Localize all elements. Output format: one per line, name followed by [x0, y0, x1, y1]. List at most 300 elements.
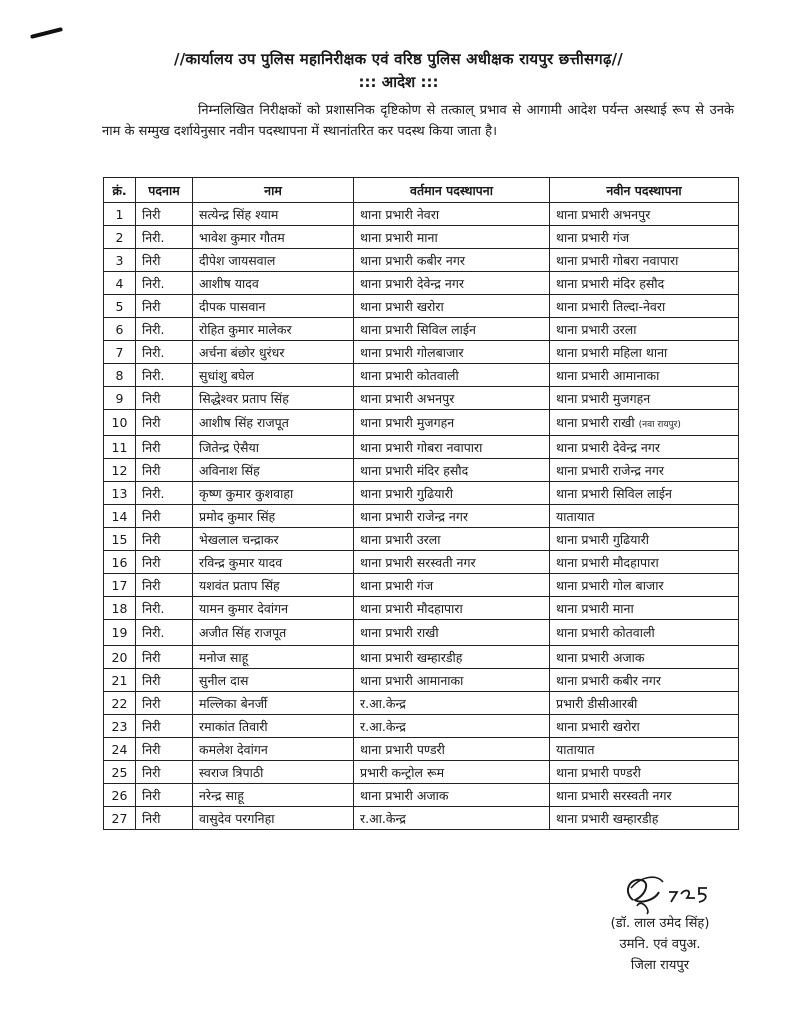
cell-rank-text: निरी [142, 718, 161, 734]
cell-number [104, 551, 136, 574]
pen-mark [30, 27, 63, 39]
cell-current-posting-text: थाना प्रभारी खरोरा [360, 298, 444, 314]
cell-number [104, 318, 136, 341]
cell-name-text: अजीत सिंह राजपूत [199, 625, 287, 640]
cell-new-posting [550, 761, 739, 784]
cell-new-posting-text: थाना प्रभारी खरोरा [556, 718, 640, 734]
cell-new-posting-text: थाना प्रभारी राखी [556, 415, 635, 430]
cell-rank [136, 482, 193, 505]
cell-new-posting-text: थाना प्रभारी मौदहापारा [556, 554, 659, 570]
table-row [104, 341, 739, 364]
cell-name-text: कृष्ण कुमार कुशवाहा [199, 485, 294, 501]
cell-current-posting-text: थाना प्रभारी कोतवाली [360, 367, 459, 383]
signatory-district: जिला रायपुर [630, 958, 690, 973]
cell-name-text: जितेन्द्र ऐसैया [199, 439, 259, 455]
cell-new-posting [550, 364, 739, 387]
cell-name [193, 784, 354, 807]
cell-number-text: 9 [115, 390, 124, 406]
cell-new-posting [550, 692, 739, 715]
cell-new-posting-text: थाना प्रभारी कबीर नगर [556, 672, 661, 688]
cell-new-posting [550, 715, 739, 738]
cell-current-posting [354, 551, 550, 574]
cell-number [104, 620, 136, 646]
cell-rank-text: निरी [142, 741, 161, 757]
cell-number-text: 25 [111, 764, 128, 780]
cell-current-posting [354, 249, 550, 272]
col-header-name: नाम [193, 178, 354, 203]
cell-rank [136, 597, 193, 620]
cell-rank-text: निरी. [142, 485, 165, 501]
cell-name-text: दीपक पासवान [199, 298, 266, 314]
cell-rank-text: निरी. [142, 600, 165, 616]
cell-number-text: 24 [111, 741, 128, 757]
cell-current-posting [354, 669, 550, 692]
cell-rank [136, 387, 193, 410]
cell-number [104, 784, 136, 807]
cell-current-posting [354, 295, 550, 318]
cell-number [104, 203, 136, 226]
order-intro [102, 100, 734, 142]
cell-new-posting [550, 807, 739, 830]
cell-current-posting [354, 597, 550, 620]
cell-new-posting-text: थाना प्रभारी अजाक [556, 649, 645, 665]
cell-name [193, 574, 354, 597]
table-row [104, 761, 739, 784]
col-header-rank: पदनाम [136, 178, 193, 203]
cell-rank-text: निरी. [142, 321, 165, 337]
cell-name [193, 341, 354, 364]
cell-number [104, 364, 136, 387]
cell-number [104, 597, 136, 620]
table-row [104, 436, 739, 459]
cell-number [104, 505, 136, 528]
cell-new-posting-text: यातायात [556, 508, 595, 524]
intro-text: निम्नलिखित निरीक्षकों को प्रशासनिक दृष्टिकोण से तत्काल् प्रभाव से आगामी आदेश पर्यन्त अस्थाई रूप से उनके नाम के सम्मुख दर्शायेनुसार नवीन पदस्थापना में स्थानांतरित कर पदस्थ किया जाता है। [102, 103, 734, 139]
cell-rank-text: निरी [142, 787, 161, 803]
cell-number-text: 17 [111, 577, 128, 593]
cell-current-posting [354, 410, 550, 436]
cell-new-posting-text: थाना प्रभारी कोतवाली [556, 625, 655, 640]
cell-current-posting [354, 341, 550, 364]
cell-name [193, 807, 354, 830]
cell-current-posting-text: थाना प्रभारी सरस्वती नगर [360, 554, 476, 570]
table-row [104, 482, 739, 505]
cell-number [104, 715, 136, 738]
cell-current-posting-text: थाना प्रभारी राखी [360, 625, 439, 640]
cell-name [193, 203, 354, 226]
cell-number-text: 27 [111, 810, 128, 826]
cell-current-posting [354, 784, 550, 807]
cell-number-text: 23 [111, 718, 128, 734]
cell-new-posting-text: थाना प्रभारी तिल्दा-नेवरा [556, 298, 666, 314]
cell-current-posting-text: थाना प्रभारी उरला [360, 531, 441, 547]
cell-name-text: रोहित कुमार मालेकर [199, 321, 292, 337]
table-row [104, 784, 739, 807]
cell-current-posting [354, 272, 550, 295]
cell-number-text: 6 [115, 321, 124, 337]
cell-number [104, 341, 136, 364]
cell-rank [136, 295, 193, 318]
cell-number-text: 3 [115, 252, 124, 268]
cell-rank [136, 738, 193, 761]
cell-rank [136, 761, 193, 784]
cell-number [104, 249, 136, 272]
cell-current-posting [354, 318, 550, 341]
cell-rank [136, 226, 193, 249]
cell-rank [136, 692, 193, 715]
cell-new-posting-text: थाना प्रभारी गुढियारी [556, 531, 649, 547]
cell-name [193, 410, 354, 436]
cell-number-text: 7 [115, 344, 124, 360]
cell-current-posting [354, 505, 550, 528]
cell-number [104, 574, 136, 597]
cell-name-text: यशवंत प्रताप सिंह [199, 577, 280, 593]
cell-current-posting-text: थाना प्रभारी गोलबाजार [360, 344, 464, 360]
cell-name [193, 482, 354, 505]
cell-current-posting [354, 436, 550, 459]
cell-number [104, 669, 136, 692]
cell-rank-text: निरी [142, 415, 161, 430]
cell-new-posting-text: थाना प्रभारी माना [556, 600, 634, 616]
cell-current-posting [354, 620, 550, 646]
cell-new-posting [550, 574, 739, 597]
cell-new-posting-text: थाना प्रभारी मुजगहन [556, 390, 651, 406]
cell-current-posting [354, 692, 550, 715]
cell-rank [136, 715, 193, 738]
cell-current-posting [354, 364, 550, 387]
table-row [104, 528, 739, 551]
cell-current-posting-text: थाना प्रभारी माना [360, 229, 438, 245]
cell-rank [136, 646, 193, 669]
transfer-table [103, 177, 739, 830]
cell-name-text: सुधांशु बघेल [199, 367, 254, 383]
cell-rank [136, 669, 193, 692]
cell-number-text: 8 [115, 367, 124, 383]
cell-rank-text: निरी [142, 577, 161, 593]
cell-rank [136, 436, 193, 459]
cell-number-text: 16 [111, 554, 128, 570]
cell-new-posting-text: थाना प्रभारी राजेन्द्र नगर [556, 462, 665, 478]
cell-name-text: रविन्द्र कुमार यादव [199, 554, 283, 570]
cell-name-text: यामन कुमार देवांगन [199, 600, 289, 616]
cell-number-text: 1 [115, 206, 124, 222]
cell-current-posting-text: प्रभारी कन्ट्रोल रूम [360, 764, 445, 780]
cell-number-text: 4 [115, 275, 124, 291]
col-header-current-posting: वर्तमान पदस्थापना [354, 178, 550, 203]
cell-new-posting-text: थाना प्रभारी आमानाका [556, 367, 660, 383]
cell-name-text: अविनाश सिंह [199, 462, 260, 478]
cell-name [193, 692, 354, 715]
table-row [104, 738, 739, 761]
cell-number-text: 21 [111, 672, 128, 688]
cell-name-text: मनोज साहू [199, 649, 249, 665]
cell-rank [136, 459, 193, 482]
cell-rank [136, 528, 193, 551]
cell-new-posting [550, 203, 739, 226]
cell-rank-text: निरी. [142, 344, 165, 360]
cell-current-posting [354, 715, 550, 738]
cell-current-posting [354, 387, 550, 410]
cell-name-text: भेखलाल चन्द्राकर [199, 531, 279, 547]
cell-rank-text: निरी [142, 695, 161, 711]
cell-rank [136, 574, 193, 597]
cell-new-posting [550, 669, 739, 692]
cell-current-posting-text: थाना प्रभारी राजेन्द्र नगर [360, 508, 469, 524]
cell-number [104, 528, 136, 551]
cell-name-text: स्वराज त्रिपाठी [199, 764, 264, 780]
cell-number-text: 18 [111, 600, 128, 616]
cell-new-posting-text: थाना प्रभारी महिला थाना [556, 344, 668, 360]
cell-current-posting [354, 807, 550, 830]
cell-current-posting-text: थाना प्रभारी अजाक [360, 787, 449, 803]
cell-name-text: सुनील दास [199, 672, 249, 688]
table-row [104, 364, 739, 387]
cell-name-text: कमलेश देवांगन [199, 741, 268, 757]
cell-new-posting-text: थाना प्रभारी गोल बाजार [556, 577, 664, 593]
table-row [104, 226, 739, 249]
table-row [104, 715, 739, 738]
cell-name [193, 669, 354, 692]
cell-current-posting [354, 482, 550, 505]
cell-rank-text: निरी. [142, 229, 165, 245]
table-row [104, 318, 739, 341]
table-row [104, 249, 739, 272]
cell-rank-text: निरी [142, 672, 161, 688]
cell-new-posting-text: थाना प्रभारी अभनपुर [556, 206, 651, 222]
cell-new-posting [550, 410, 739, 436]
cell-name-text: वासुदेव परगनिहा [199, 810, 275, 826]
cell-rank-text: निरी [142, 206, 161, 222]
cell-new-posting-text: थाना प्रभारी पण्डरी [556, 764, 641, 780]
cell-name [193, 597, 354, 620]
cell-new-posting-text: यातायात [556, 741, 595, 757]
cell-new-posting-text: थाना प्रभारी देवेन्द्र नगर [556, 439, 660, 455]
cell-new-posting [550, 597, 739, 620]
cell-rank [136, 272, 193, 295]
cell-rank-text: निरी [142, 390, 161, 406]
cell-new-posting-text: प्रभारी डीसीआरबी [556, 695, 638, 711]
table-row [104, 505, 739, 528]
cell-current-posting-text: थाना प्रभारी खम्हारडीह [360, 649, 463, 665]
cell-new-posting [550, 620, 739, 646]
cell-current-posting-text: थाना प्रभारी गोबरा नवापारा [360, 439, 483, 455]
cell-name [193, 761, 354, 784]
table-row [104, 646, 739, 669]
table-row [104, 807, 739, 830]
cell-rank [136, 620, 193, 646]
cell-number [104, 807, 136, 830]
cell-current-posting [354, 459, 550, 482]
cell-new-posting [550, 551, 739, 574]
cell-name [193, 318, 354, 341]
cell-new-posting-text: थाना प्रभारी सिविल लाईन [556, 485, 672, 501]
cell-current-posting-text: र.आ.केन्द्र [360, 695, 406, 711]
cell-name [193, 738, 354, 761]
cell-current-posting-text: र.आ.केन्द्र [360, 810, 406, 826]
cell-current-posting-text: थाना प्रभारी देवेन्द्र नगर [360, 275, 464, 291]
cell-name [193, 620, 354, 646]
table-row [104, 669, 739, 692]
cell-name [193, 387, 354, 410]
cell-rank-text: निरी. [142, 625, 165, 640]
cell-rank-text: निरी. [142, 275, 165, 291]
cell-name [193, 295, 354, 318]
cell-rank-text: निरी. [142, 367, 165, 383]
office-title: //कार्यालय उप पुलिस महानिरीक्षक एवं वरिष्ठ पुलिस अधीक्षक रायपुर छत्तीसगढ़// [174, 50, 623, 68]
cell-rank-text: निरी [142, 508, 161, 524]
cell-rank [136, 318, 193, 341]
cell-number-text: 11 [111, 439, 128, 455]
cell-new-posting-text: थाना प्रभारी गोबरा नवापारा [556, 252, 679, 268]
cell-new-posting-text: थाना प्रभारी उरला [556, 321, 637, 337]
cell-number-text: 13 [111, 485, 128, 501]
cell-new-posting-text: थाना प्रभारी खम्हारडीह [556, 810, 659, 826]
cell-rank [136, 784, 193, 807]
col-header-number: क्रं. [104, 178, 136, 203]
table-body [104, 203, 739, 830]
cell-new-posting [550, 459, 739, 482]
cell-new-posting-text: थाना प्रभारी सरस्वती नगर [556, 787, 672, 803]
cell-name-text: सिद्धेश्वर प्रताप सिंह [199, 390, 289, 406]
cell-name [193, 646, 354, 669]
cell-number-text: 14 [111, 508, 128, 524]
cell-number [104, 226, 136, 249]
cell-name-text: अर्चना बंछोर धुरंधर [199, 344, 285, 360]
posting-note: (नवा रायपुर) [638, 420, 681, 430]
cell-current-posting-text: थाना प्रभारी मुजगहन [360, 415, 455, 430]
cell-new-posting-text: थाना प्रभारी मंदिर हसौद [556, 275, 665, 291]
cell-name-text: भावेश कुमार गौतम [199, 229, 285, 245]
cell-new-posting [550, 295, 739, 318]
cell-current-posting-text: थाना प्रभारी अभनपुर [360, 390, 455, 406]
cell-number-text: 5 [115, 298, 124, 314]
table-row [104, 410, 739, 436]
cell-rank [136, 249, 193, 272]
cell-current-posting-text: र.आ.केन्द्र [360, 718, 406, 734]
table-row [104, 203, 739, 226]
cell-number [104, 436, 136, 459]
table-row [104, 574, 739, 597]
cell-number-text: 10 [111, 415, 128, 430]
cell-new-posting [550, 505, 739, 528]
cell-number-text: 2 [115, 229, 124, 245]
cell-number [104, 459, 136, 482]
cell-current-posting-text: थाना प्रभारी आमानाका [360, 672, 464, 688]
cell-name-text: आशीष यादव [199, 275, 259, 291]
cell-new-posting [550, 784, 739, 807]
table-row [104, 597, 739, 620]
cell-current-posting-text: थाना प्रभारी गुढियारी [360, 485, 453, 501]
cell-current-posting [354, 203, 550, 226]
cell-rank-text: निरी [142, 462, 161, 478]
table-row [104, 387, 739, 410]
cell-current-posting-text: थाना प्रभारी मंदिर हसौद [360, 462, 469, 478]
cell-number-text: 22 [111, 695, 128, 711]
cell-current-posting [354, 646, 550, 669]
cell-rank-text: निरी [142, 764, 161, 780]
cell-number [104, 761, 136, 784]
cell-name-text: सत्येन्द्र सिंह श्याम [199, 206, 279, 222]
cell-number [104, 410, 136, 436]
cell-rank-text: निरी [142, 439, 161, 455]
table-row [104, 295, 739, 318]
cell-name-text: मल्लिका बेनर्जी [199, 695, 268, 711]
cell-number [104, 738, 136, 761]
cell-name-text: नरेन्द्र साहू [199, 787, 244, 803]
cell-number [104, 387, 136, 410]
cell-name [193, 272, 354, 295]
cell-rank-text: निरी [142, 810, 161, 826]
cell-number [104, 295, 136, 318]
cell-name [193, 551, 354, 574]
cell-rank-text: निरी [142, 298, 161, 314]
order-heading: ::: आदेश ::: [358, 73, 439, 91]
cell-number [104, 646, 136, 669]
cell-current-posting-text: थाना प्रभारी कबीर नगर [360, 252, 465, 268]
cell-name [193, 715, 354, 738]
cell-number-text: 15 [111, 531, 128, 547]
cell-new-posting [550, 341, 739, 364]
cell-new-posting [550, 318, 739, 341]
cell-number-text: 20 [111, 649, 128, 665]
cell-new-posting [550, 646, 739, 669]
cell-name-text: रमाकांत तिवारी [199, 718, 268, 734]
cell-new-posting [550, 272, 739, 295]
cell-current-posting-text: थाना प्रभारी सिविल लाईन [360, 321, 476, 337]
cell-name [193, 459, 354, 482]
cell-rank [136, 807, 193, 830]
table-header-row [104, 178, 739, 203]
cell-name [193, 528, 354, 551]
cell-name [193, 364, 354, 387]
table-row [104, 459, 739, 482]
cell-name [193, 505, 354, 528]
cell-new-posting [550, 387, 739, 410]
cell-current-posting-text: थाना प्रभारी पण्डरी [360, 741, 445, 757]
cell-current-posting [354, 528, 550, 551]
cell-new-posting [550, 482, 739, 505]
col-header-new-posting: नवीन पदस्थापना [550, 178, 739, 203]
cell-rank [136, 364, 193, 387]
cell-current-posting-text: थाना प्रभारी मौदहापारा [360, 600, 463, 616]
cell-number-text: 26 [111, 787, 128, 803]
table-row [104, 692, 739, 715]
signature-block [560, 913, 760, 976]
cell-name [193, 436, 354, 459]
cell-name [193, 226, 354, 249]
cell-name-text: दीपेश जायसवाल [199, 252, 276, 268]
signature [611, 870, 741, 916]
cell-rank [136, 551, 193, 574]
cell-new-posting [550, 738, 739, 761]
cell-current-posting [354, 761, 550, 784]
cell-current-posting-text: थाना प्रभारी नेवरा [360, 206, 440, 222]
cell-new-posting-text: थाना प्रभारी गंज [556, 229, 630, 245]
signatory-name: (डॉ. लाल उमेद सिंह) [610, 916, 710, 931]
cell-rank [136, 203, 193, 226]
table-row [104, 551, 739, 574]
cell-rank [136, 410, 193, 436]
cell-number [104, 692, 136, 715]
cell-number [104, 272, 136, 295]
cell-current-posting [354, 574, 550, 597]
cell-new-posting [550, 436, 739, 459]
table-row [104, 620, 739, 646]
cell-current-posting [354, 738, 550, 761]
cell-name-text: प्रमोद कुमार सिंह [199, 508, 276, 524]
cell-name-text: आशीष सिंह राजपूत [199, 415, 289, 430]
signatory-designation: उमनि. एवं वपुअ. [619, 937, 701, 952]
